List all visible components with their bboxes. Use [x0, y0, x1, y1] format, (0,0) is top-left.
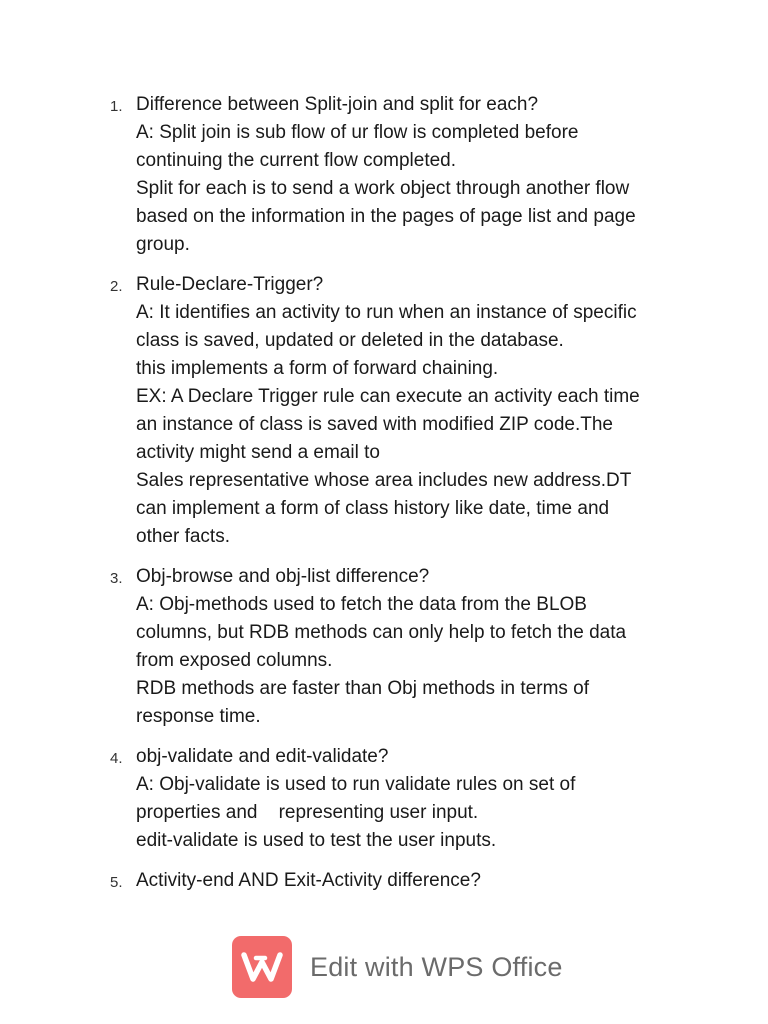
question-item-4 — [110, 743, 710, 855]
answer-line: continuing the current flow completed. — [136, 150, 457, 171]
answer-line: an instance of class is saved with modified ZIP code.The — [136, 414, 614, 435]
question-text: obj-validate and edit-validate? — [136, 746, 389, 767]
answer-line: other facts. — [136, 526, 230, 547]
answer-line: EX: A Declare Trigger rule can execute an activity each time — [136, 386, 640, 407]
question-text: Obj-browse and obj-list difference? — [136, 566, 430, 587]
answer-line: class is saved, updated or deleted in the database. — [136, 330, 564, 351]
answer-line: properties and representing user input. — [136, 802, 479, 823]
question-text: Difference between Split-join and split for each? — [136, 94, 539, 115]
question-item-2 — [110, 271, 710, 551]
answer-line: A: Obj-methods used to fetch the data from the BLOB — [136, 594, 587, 615]
question-number: 4. — [110, 750, 123, 767]
edit-with-wps-label[interactable]: Edit with WPS Office — [310, 951, 563, 982]
question-text: Rule-Declare-Trigger? — [136, 274, 324, 295]
question-number: 1. — [110, 98, 123, 115]
question-number: 3. — [110, 570, 123, 587]
answer-line: this implements a form of forward chaining. — [136, 358, 499, 379]
answer-line: RDB methods are faster than Obj methods in terms of — [136, 678, 590, 699]
question-item-3 — [110, 563, 710, 731]
answer-line: A: It identifies an activity to run when an instance of specific — [136, 302, 637, 323]
question-item-1 — [110, 91, 710, 259]
answer-line: Split for each is to send a work object through another flow — [136, 178, 630, 199]
answer-line: columns, but RDB methods can only help to fetch the data — [136, 622, 627, 643]
answer-line: A: Obj-validate is used to run validate rules on set of — [136, 774, 576, 795]
answer-line: Sales representative whose area includes new address.DT — [136, 470, 632, 491]
question-list — [110, 91, 710, 907]
answer-line: based on the information in the pages of page list and page — [136, 206, 636, 227]
question-number: 2. — [110, 278, 123, 295]
answer-line: edit-validate is used to test the user inputs. — [136, 830, 497, 851]
answer-line: can implement a form of class history like date, time and — [136, 498, 610, 519]
answer-line: activity might send a email to — [136, 442, 380, 463]
answer-line: response time. — [136, 706, 261, 727]
edit-with-wps-banner[interactable] — [232, 935, 563, 999]
question-number: 5. — [110, 874, 123, 891]
wps-w-glyph-icon — [241, 950, 283, 984]
answer-line: A: Split join is sub flow of ur flow is completed before — [136, 122, 579, 143]
wps-office-logo-icon[interactable] — [232, 936, 292, 998]
answer-line: from exposed columns. — [136, 650, 333, 671]
answer-line: group. — [136, 234, 190, 255]
question-item-5 — [110, 867, 710, 895]
question-text: Activity-end AND Exit-Activity difference? — [136, 870, 481, 891]
